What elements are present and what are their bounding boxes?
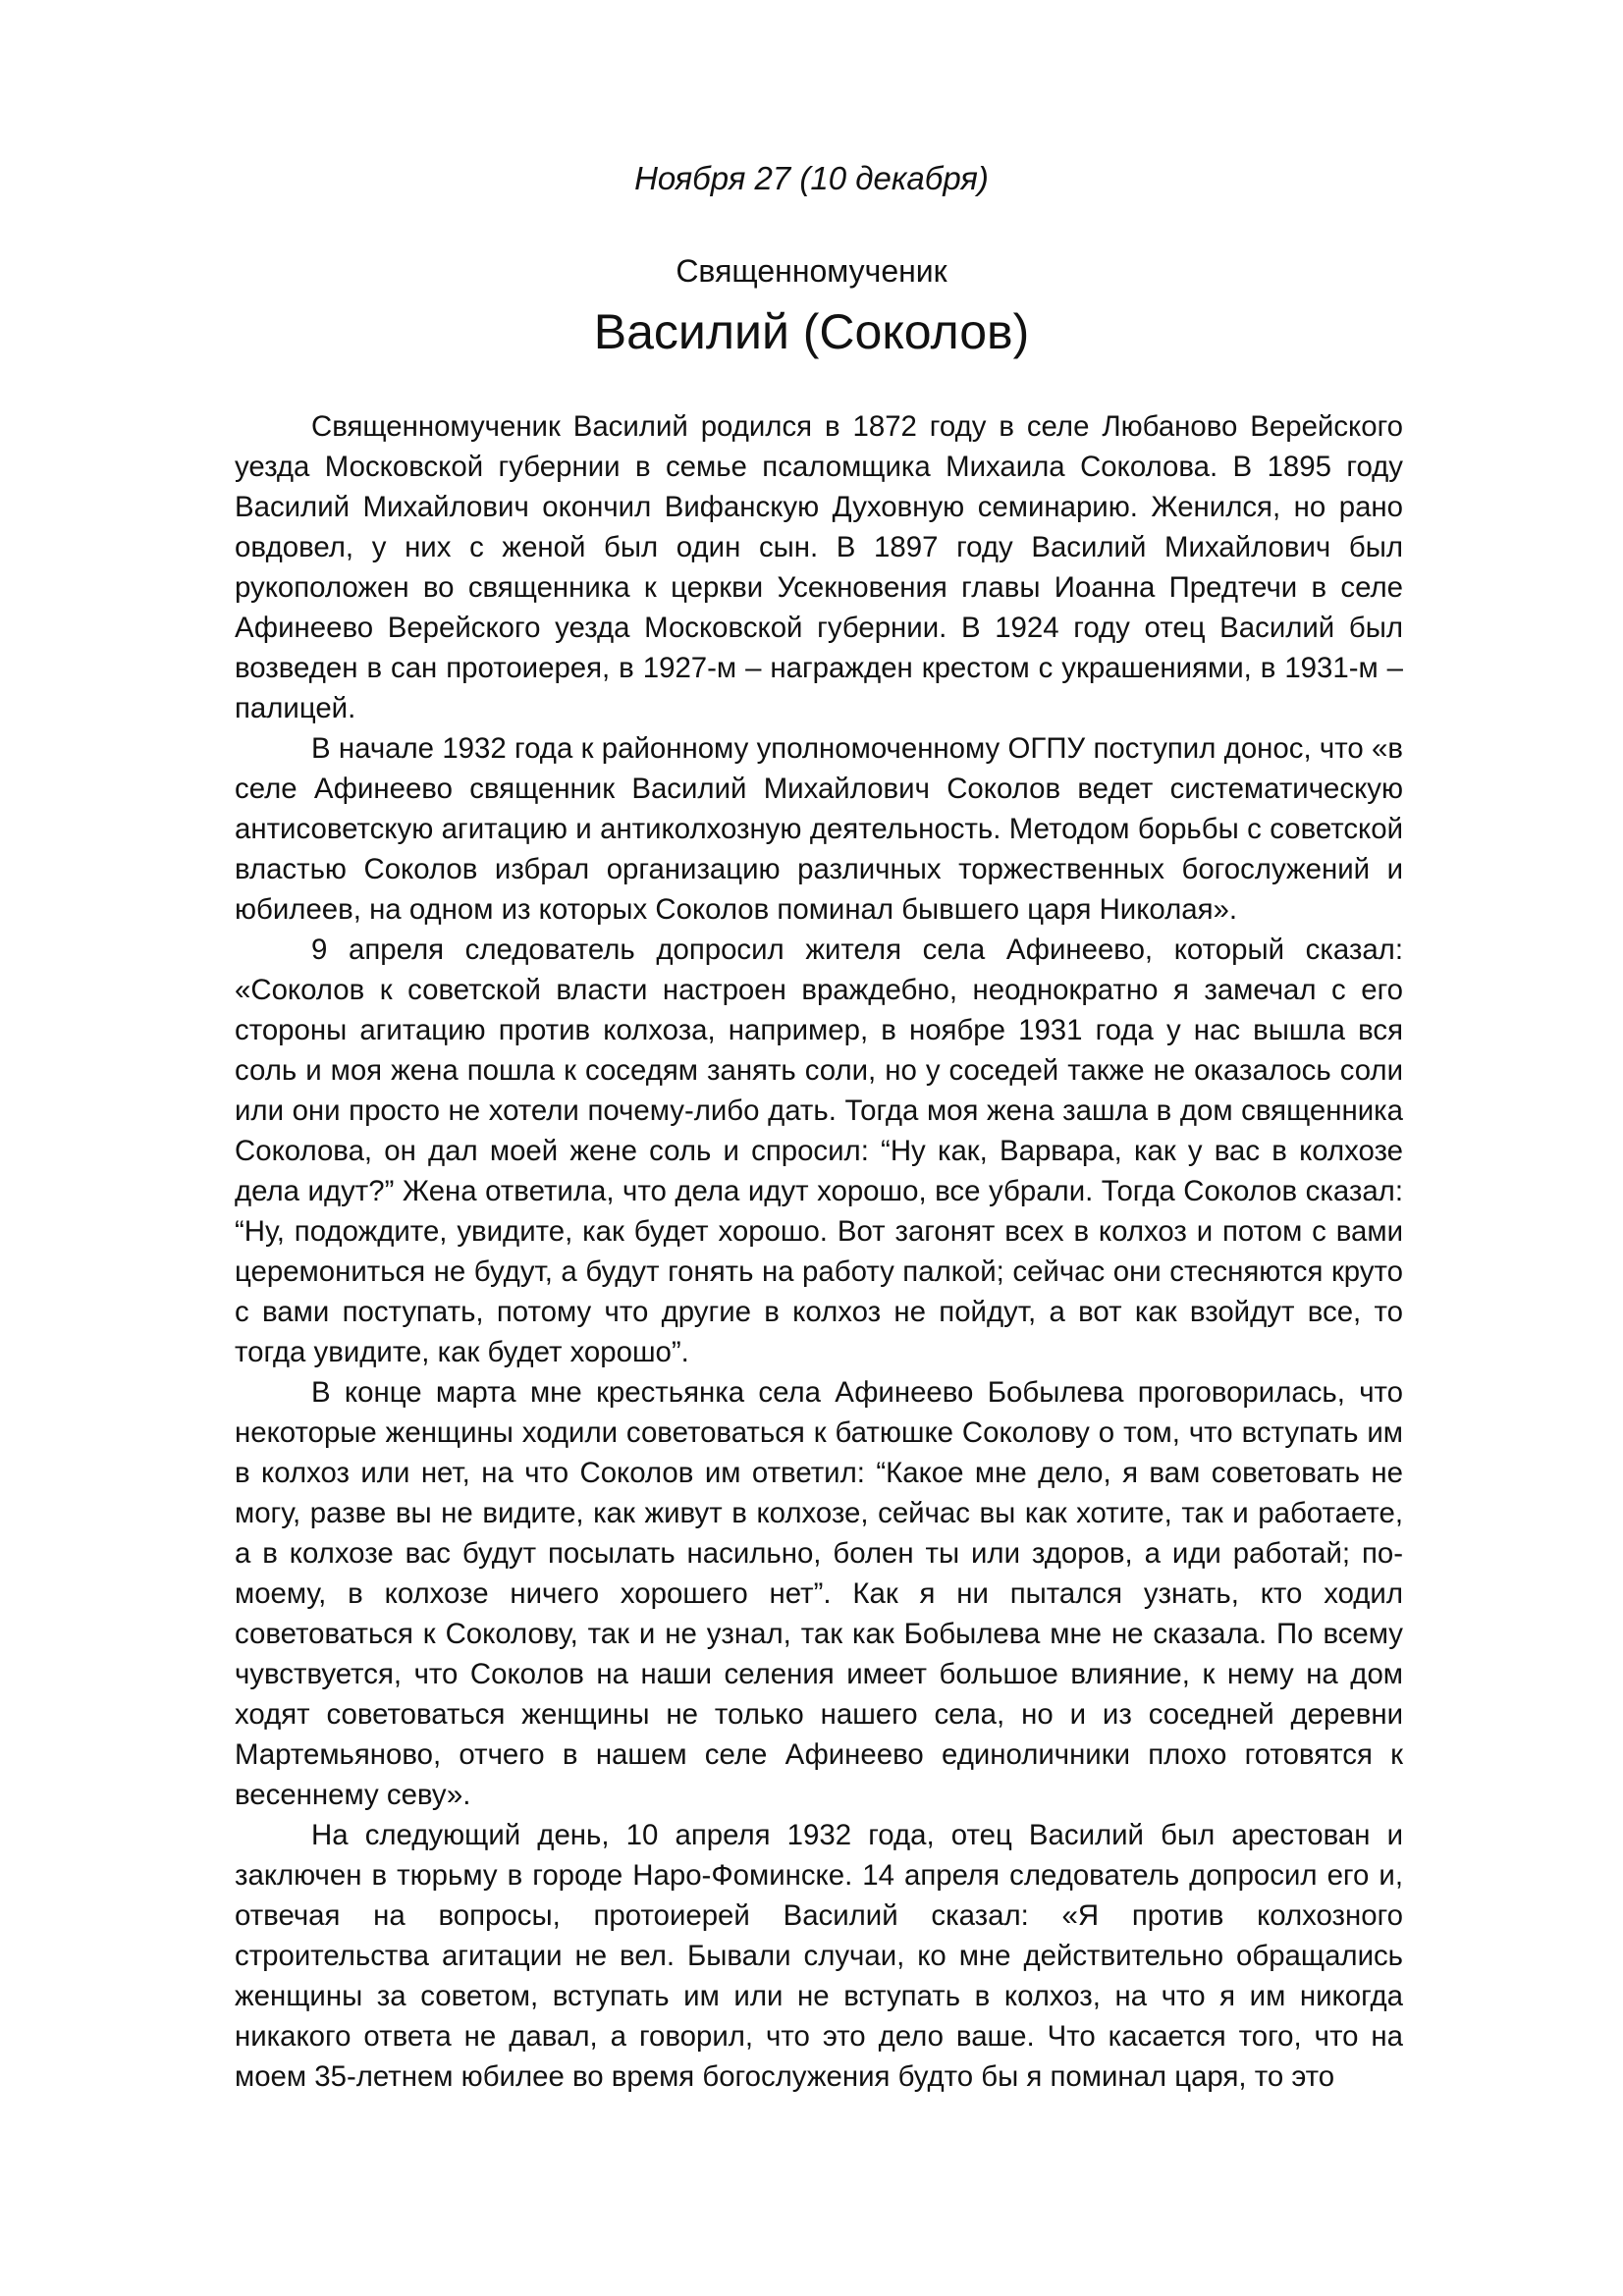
paragraph-arrest: На следующий день, 10 апреля 1932 года, отец Василий был арестован и заключен в тюрьму в городе Наро-Фоминске. 14 апреля следователь допросил его и, отвечая на вопросы, протоиерей Василий сказал: «Я против колхозного строительства агитации не вел. Бывали случаи, ко мне действительно обращались женщины за советом, вступать им или не вступать в колхоз, на что я им никогда никакого ответа не давал, а говорил, что это дело ваше. Что касается того, что на моем 35-летнем юбилее во время богослужения будто бы я поминал царя, то это [235, 1819, 1403, 2093]
paragraph-witness-testimony: 9 апреля следователь допросил жителя села Афинеево, который сказал: «Соколов к советской власти настроен враждебно, неоднократно я замечал с его стороны агитацию против колхоза, например, в ноябре 1931 года у нас вышла вся соль и моя жена пошла к соседям занять соли, но у соседей также не оказалось соли или они просто не хотели почему-либо дать. Тогда моя жена зашла в дом священника Соколова, он дал моей жене соль и спросил: “Ну как, Варвара, как у вас в колхозе дела идут?” Жена ответила, что дела идут хорошо, все убрали. Тогда Соколов сказал: “Ну, подождите, увидите, как будет хорошо. Вот загонят всех в колхоз и потом с вами церемониться не будут, а будут гонять на работу палкой; сейчас они стесняются круто с вами поступать, потому что другие в колхоз не пойдут, а вот как взойдут все, то тогда увидите, как будет хорошо”. [235, 934, 1403, 1368]
paragraph-testimony-continued: В конце марта мне крестьянка села Афинеево Бобылева проговорилась, что некоторые женщины ходили советоваться к батюшке Соколову о том, что вступать им в колхоз или нет, на что Соколов им ответил: “Какое мне дело, я вам советовать не могу, разве вы не видите, как живут в колхозе, сейчас вы как хотите, так и работаете, а в колхозе вас будут посылать насильно, болен ты или здоров, а иди работай; по-моему, в колхозе ничего хорошего нет”. Как я ни пытался узнать, кто ходил советоваться к Соколову, так и не узнал, так как Бобылева мне не сказала. По всему чувствуется, что Соколов на наши селения имеет большое влияние, к нему на дом ходят советоваться женщины не только нашего села, но и из соседней деревни Мартемьяново, отчего в нашем селе Афинеево единоличники плохо готовятся к весеннему севу». [235, 1376, 1403, 1811]
article-body [235, 406, 1403, 2097]
feast-date: Ноября 27 (10 декабря) [634, 160, 989, 196]
paragraph-biography: Священномученик Василий родился в 1872 году в селе Любаново Верейского уезда Московской губернии в семье псаломщика Михаила Соколова. В 1895 году Василий Михайлович окончил Вифанскую Духовную семинарию. Женился, но рано овдовел, у них с женой был один сын. В 1897 году Василий Михайлович был рукоположен во священника к церкви Усекновения главы Иоанна Предтечи в селе Афинеево Верейского уезда Московской губернии. В 1924 году отец Василий был возведен в сан протоиерея, в 1927-м – награжден крестом с украшениями, в 1931-м – палицей. [235, 410, 1403, 724]
saint-name: Василий (Соколов) [593, 304, 1030, 359]
paragraph-denunciation: В начале 1932 года к районному уполномоченному ОГПУ поступил донос, что «в селе Афинеево священник Василий Михайлович Соколов ведет систематическую антисоветскую агитацию и антиколхозную деятельность. Методом борьбы с советской властью Соколов избрал организацию различных торжественных богослужений и юбилеев, на одном из которых Соколов поминал бывшего царя Николая». [235, 732, 1403, 926]
saint-rank: Священномученик [676, 253, 947, 289]
